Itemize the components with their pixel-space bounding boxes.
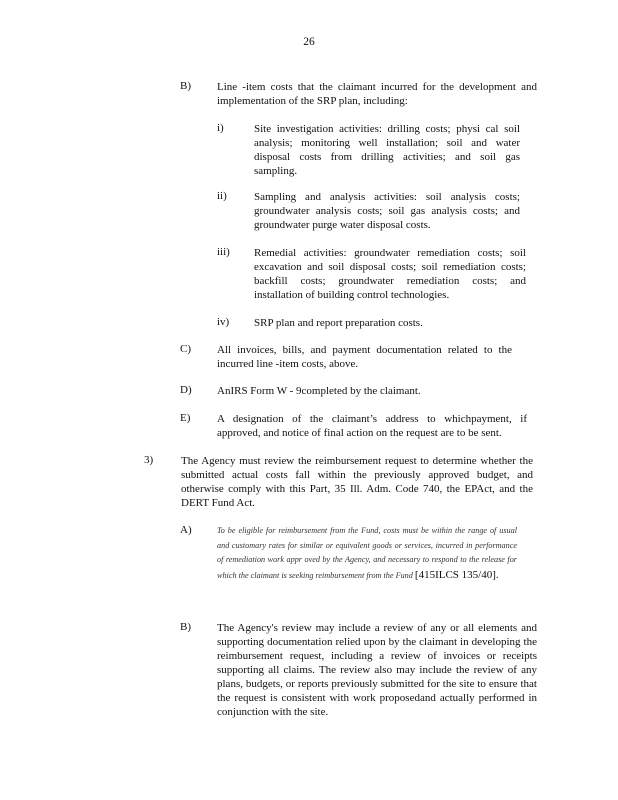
section-e-text: A designation of the claimant’s address to whichpayment, if approved, and notice of final action on the request are to be sent. [217,413,527,439]
item-iv-label: iv) [217,316,230,328]
item-iv-text: SRP plan and report preparation costs. [254,317,423,329]
section-c-label: C) [180,343,191,355]
item-iii-text: Remedial activities: groundwater remediation costs; soil excavation and soil disposal costs; soil remediation costs; backfill costs; groundwater remediation costs; and installation of building control technologies. [254,247,526,301]
item-ii-label: ii) [217,190,227,202]
section-3a-quote: To be eligible for reimbursement from the Fund, costs must be within the range of usual and customary rates for similar or equivalent goods or services, incurred in performance of remediation work appr oved by the Agency, and necessary to respond to the release for which the claimant is seeking reimbursement from the Fund [217,526,517,580]
section-3b-text: The Agency's review may include a review of any or all elements and supporting documentation relied upon by the claimant in developing the reimbursement request, including a review of invoices or receipts supporting all claims. The review also may include the review of any plans, budgets, or reports previously submitted for the site to ensure that the request is consistent with work proposedand actually performed in conjunction with the site. [217,622,537,718]
section-b-text: Line -item costs that the claimant incurred for the development and implementation of the SRP plan, including: [217,81,537,107]
section-3-label: 3) [144,454,154,466]
section-d-text: AnIRS Form W - 9completed by the claimant. [217,385,421,397]
section-3a-end: . [495,568,499,581]
section-e-label: E) [180,412,191,424]
section-d-label: D) [180,384,192,396]
item-ii-text: Sampling and analysis activities: soil analysis costs; groundwater analysis costs; soil gas analysis costs; and groundwater purge water disposal costs. [254,191,520,231]
item-i-text: Site investigation activities: drilling costs; physi cal soil analysis; monitoring well installation; soil and water disposal costs from drilling activities; and soil gas sampling. [254,123,520,177]
item-i-label: i) [217,122,224,134]
section-3a-citation: [415ILCS 135/40] [414,568,496,581]
page-number: 26 [303,36,315,48]
section-3a-text [217,524,517,583]
section-3-text: The Agency must review the reimbursement request to determine whether the submitted actual costs fall within the previously approved budget, and otherwise comply with this Part, 35 Ill. Adm. Code 740, the EPAct, and the DERT Fund Act. [181,455,533,509]
section-3a-label: A) [180,524,192,536]
item-iii-label: iii) [217,246,230,258]
section-c-text: All invoices, bills, and payment documentation related to the incurred line -item costs, above. [217,344,512,370]
section-b-label: B) [180,80,191,92]
section-3b-label: B) [180,621,191,633]
